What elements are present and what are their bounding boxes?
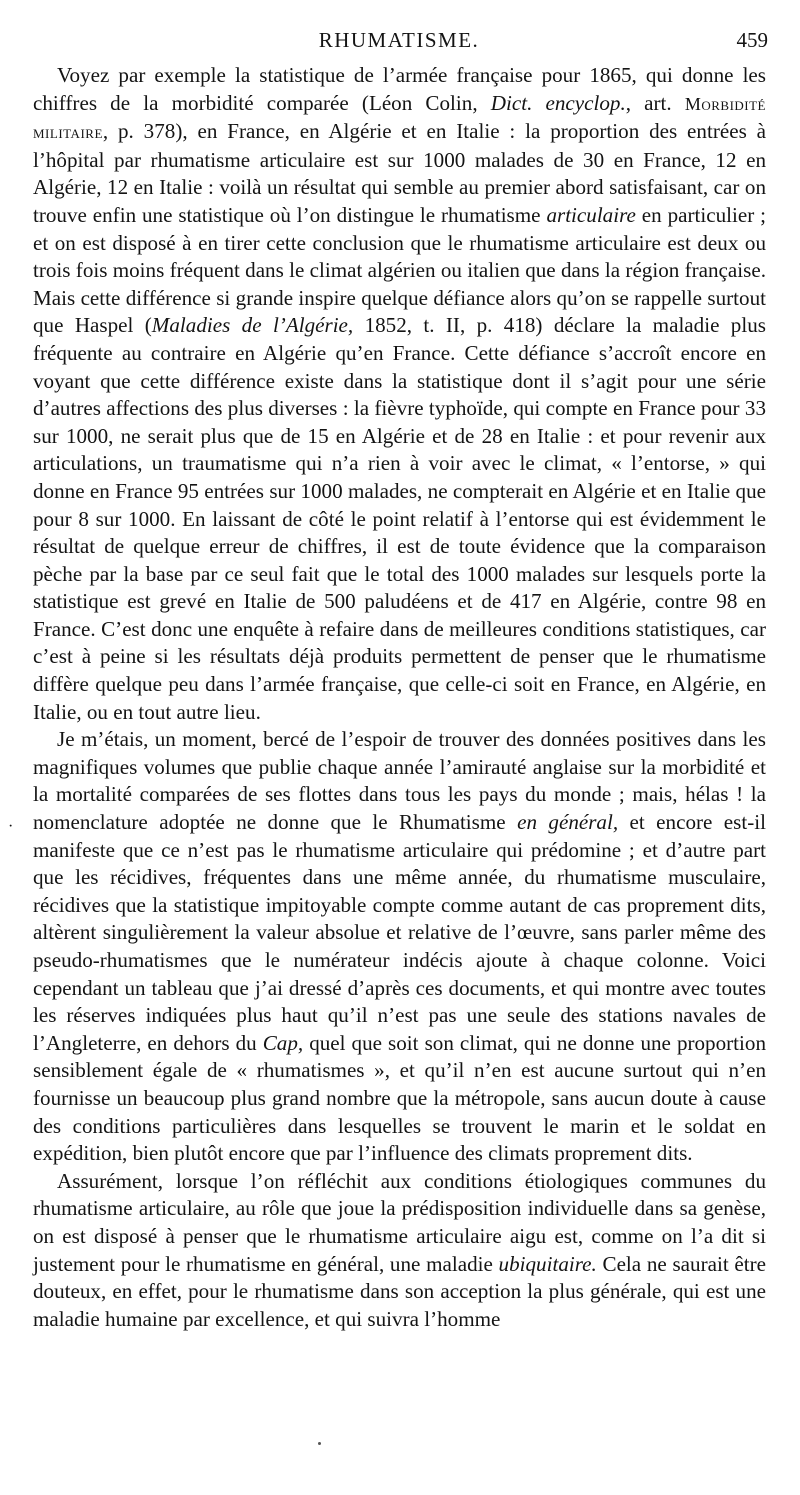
- text-run: en particulier ; et on est disposé à en tirer cette conclusion que le rhumatisme articulaire est deux ou trois fois moins fréquent dans le climat algérien ou italien que dans la région française. Mais cette différence si grande inspire quelque défiance alors qu’on se rappelle surtout que Haspel (: [33, 202, 766, 338]
- text-run: 1852, t. II, p. 418) déclare la maladie plus fréquente au contraire en Algérie qu’en France. Cette défiance s’accroît encore en voyant que cette différence existe dans la statistique dont il s’agit pour une série d’autres affections des plus diverses : la fièvre typhoïde, qui compte en France pour 33 sur 1000, ne serait plus que de 15 en Algérie et de 28 en Italie : et pour revenir aux articulations, un traumatisme qui n’a rien à voir avec le climat, « l’entorse, » qui donne en France 95 entrées sur 1000 malades, ne compterait en Algérie et en Italie que pour 8 sur 1000. En laissant de côté le point relatif à l’entorse qui est évidemment le résultat de quelque erreur de chiffres, il est de toute évidence que la comparaison pèche par la base par ce seul fait que le total des 1000 malades sur lesquels porte la statistique est grevé en Italie de 500 paludéens et de 417 en Algérie, contre 98 en France. C’est donc une enquête à refaire dans de meilleures conditions statistiques, car c’est à peine si les résultats déjà produits permettent de penser que le rhumatisme diffère quelque peu dans l’armée française, que celle-ci soit en France, en Algérie, en Italie, ou en tout autre lieu.: [33, 313, 766, 724]
- page-header: [30, 28, 768, 56]
- body-text: [33, 62, 766, 1333]
- text-run: Assurément, lorsque l’on réfléchit aux conditions étiologiques communes du rhumatisme articulaire, au rôle que joue la prédisposition individuelle dans sa genèse, on est disposé à penser que le rhumatisme articulaire aigu est, comme on l’a dit si justement pour le rhumatisme en général, une maladie: [33, 1168, 766, 1276]
- italic-text: Dict. encyclop.: [490, 90, 626, 115]
- italic-text: Maladies de l’Algérie,: [151, 313, 354, 338]
- small-caps-text: Morbidité militaire: [33, 93, 766, 143]
- text-run: Je m’étais, un moment, bercé de l’espoir de trouver des données positives dans les magnifiques volumes que publie chaque année l’amirauté anglaise sur la morbidité et la mortalité comparées de ses flottes dans tous les pays du monde ; mais, hélas ! la nomenclature adoptée ne donne que le Rhumatisme: [33, 727, 766, 835]
- text-run: quel que soit son climat, qui ne donne une proportion sensiblement égale de « rhumatismes », et qu’il n’en est aucune surtout qui n’en fournisse un beaucoup plus grand nombre que la métropole, sans aucun doute à cause des conditions particulières dans lesquelles se trouvent le marin et le soldat en expédition, bien plutôt encore que par l’influence des climats proprement dits.: [33, 1030, 766, 1166]
- text-run: , p. 378), en France, en Algérie et en Italie : la proportion des entrées à l’hôpital par rhumatisme articulaire est sur 1000 malades de 30 en France, 12 en Algérie, 12 en Italie : voilà un résultat qui semble au premier abord satisfaisant, car on trouve enfin une statistique où l’on distingue le rhumatisme: [33, 119, 766, 227]
- margin-mark: ·: [8, 818, 14, 835]
- page-number: 459: [736, 28, 768, 52]
- paragraph-2: [33, 726, 766, 1168]
- text-run: et encore est-il manifeste que ce n’est pas le rhumatisme articulaire qui prédomine ; et d’autre part que les récidives, fréquentes dans une même année, du rhumatisme musculaire, récidives que la statistique impitoyable compte comme autant de cas proprement dits, altèrent singulièrement la valeur absolue et relative de l’œuvre, sans parler même des pseudo-rhumatismes que le numérateur indécis ajoute à chaque colonne. Voici cependant un tableau que j’ai dressé d’après ces documents, et qui montre avec toutes les réserves indiquées plus haut qu’il n’est pas une seule des stations navales de l’Angleterre, en dehors du: [33, 810, 766, 1055]
- text-run: Voyez par exemple la statistique de l’armée française pour 1865, qui donne les chiffres de la morbidité comparée (Léon Colin,: [33, 63, 766, 115]
- text-run: Cela ne saurait être douteux, en effet, pour le rhumatisme dans son acception la plus générale, qui est une maladie humaine par excellence, et qui suivra l’homme: [33, 1251, 766, 1331]
- paragraph-3: [33, 1168, 766, 1334]
- paragraph-1: [33, 62, 766, 726]
- italic-text: en général,: [517, 810, 619, 835]
- running-title: RHUMATISME.: [318, 28, 480, 52]
- italic-text: Cap,: [262, 1030, 304, 1055]
- text-run: , art.: [625, 90, 685, 115]
- italic-text: articulaire: [546, 202, 636, 227]
- stray-mark: [318, 1442, 321, 1445]
- italic-text: ubiquitaire.: [498, 1251, 597, 1276]
